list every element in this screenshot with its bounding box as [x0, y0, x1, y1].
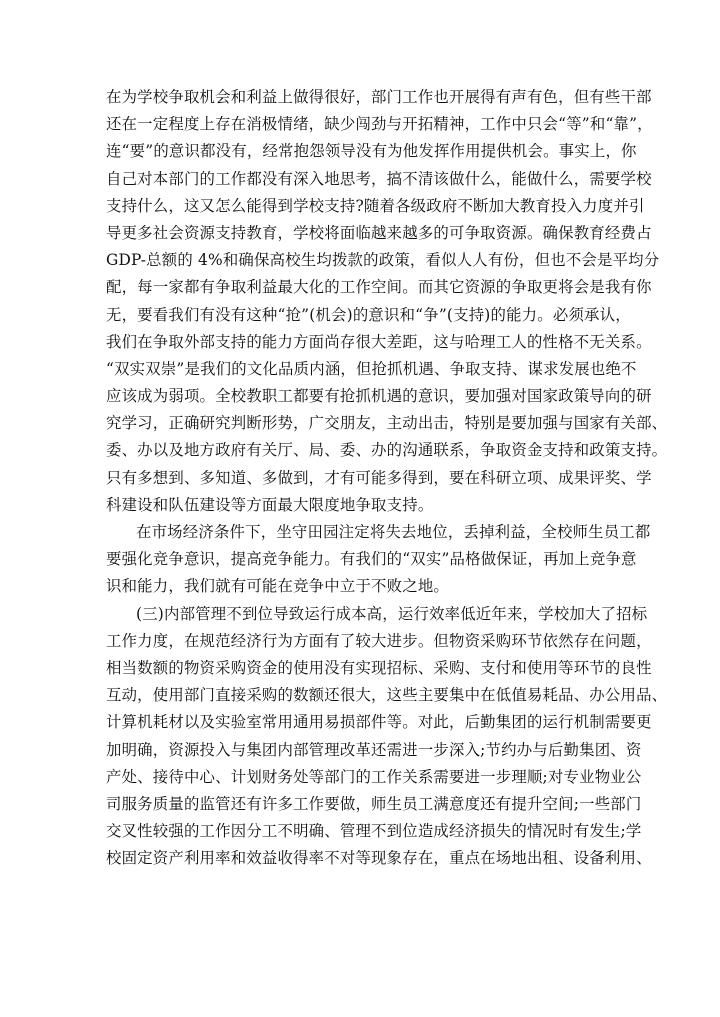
text-line: 应该成为弱项。全校教职工都要有抢抓机遇的意识，要加强对国家政策导向的研: [106, 387, 652, 406]
text-line: 连“要”的意识都没有，经常抱怨领导没有为他发挥作用提供机会。事实上，你: [106, 142, 637, 161]
text-line: GDP-总额的 4%和确保高校生均拨款的政策，看似人人有份，但也不会是平均分: [106, 251, 660, 270]
text-line: 只有多想到、多知道、多做到，才有可能多得到，要在科研立项、成果评奖、学: [106, 468, 652, 487]
text-line: 校固定资产利用率和效益收得率不对等现象存在，重点在场地出租、设备利用、: [106, 849, 652, 868]
text-line: 产处、接待中心、计划财务处等部门的工作关系需要进一步理顺;对专业物业公: [106, 767, 642, 786]
text-line: 在为学校争取机会和利益上做得很好，部门工作也开展得有声有色，但有些干部: [106, 88, 652, 106]
text-line: 相当数额的物资采购资金的使用没有实现招标、采购、支付和使用等环节的良性: [106, 658, 652, 677]
text-line: “双实双崇”是我们的文化品质内涵，但抢抓机遇、争取支持、谋求发展也绝不: [106, 359, 637, 378]
text-line: 导更多社会资源支持教育，学校将面临越来越多的可争取资源。确保教育经费占: [106, 223, 652, 242]
text-line: 科建设和队伍建设等方面最大限度地争取支持。: [106, 495, 434, 514]
text-line: (三)内部管理不到位导致运行成本高，运行效率低近年来，学校加大了招标: [136, 604, 648, 623]
text-line: 识和能力，我们就有可能在竞争中立于不败之地。: [106, 577, 449, 596]
text-line: 加明确，资源投入与集团内部管理改革还需进一步深入;节约办与后勤集团、资: [106, 740, 642, 759]
text-line: 交叉性较强的工作因分工不明确、管理不到位造成经济损失的情况时有发生;学: [106, 822, 642, 841]
text-line: 还在一定程度上存在消极情绪，缺少闯劲与开拓精神，工作中只会“等”和“靠”，: [106, 115, 653, 134]
text-line: 计算机耗材以及实验室常用通用易损部件等。对此，后勤集团的运行机制需要更: [106, 713, 652, 732]
text-line: 支持什么，这又怎么能得到学校支持?随着各级政府不断加大教育投入力度并引: [106, 196, 645, 215]
text-line: 在市场经济条件下，坐守田园注定将失去地位，丢掉利益，全校师生员工都: [136, 523, 651, 541]
text-line: 互动，使用部门直接采购的数额还很大，这些主要集中在低值易耗品、办公用品、: [106, 686, 668, 705]
text-line: 委、办以及地方政府有关厅、局、委、办的沟通联系，争取资金支持和政策支持。: [106, 441, 668, 460]
body-text: [106, 84, 668, 872]
text-line: 我们在争取外部支持的能力方面尚存很大差距，这与哈理工人的性格不无关系。: [106, 332, 652, 351]
text-line: 工作力度，在规范经济行为方面有了较大进步。但物资采购环节依然存在问题，: [106, 631, 652, 650]
text-line: 司服务质量的监管还有许多工作要做，师生员工满意度还有提升空间;一些部门: [106, 794, 642, 813]
text-line: 要强化竞争意识，提高竞争能力。有我们的“双实”品格做保证，再加上竞争意: [106, 550, 637, 569]
text-line: 自己对本部门的工作都没有深入地思考，搞不清该做什么，能做什么，需要学校: [106, 169, 652, 188]
text-line: 配，每一家都有争取利益最大化的工作空间。而其它资源的争取更将会是我有你: [106, 278, 652, 297]
text-line: 无，要看我们有没有这种“抢”(机会)的意识和“争”(支持)的能力。必须承认，: [106, 305, 631, 324]
text-line: 究学习，正确研究判断形势，广交朋友，主动出击，特别是要加强与国家有关部、: [106, 414, 668, 433]
